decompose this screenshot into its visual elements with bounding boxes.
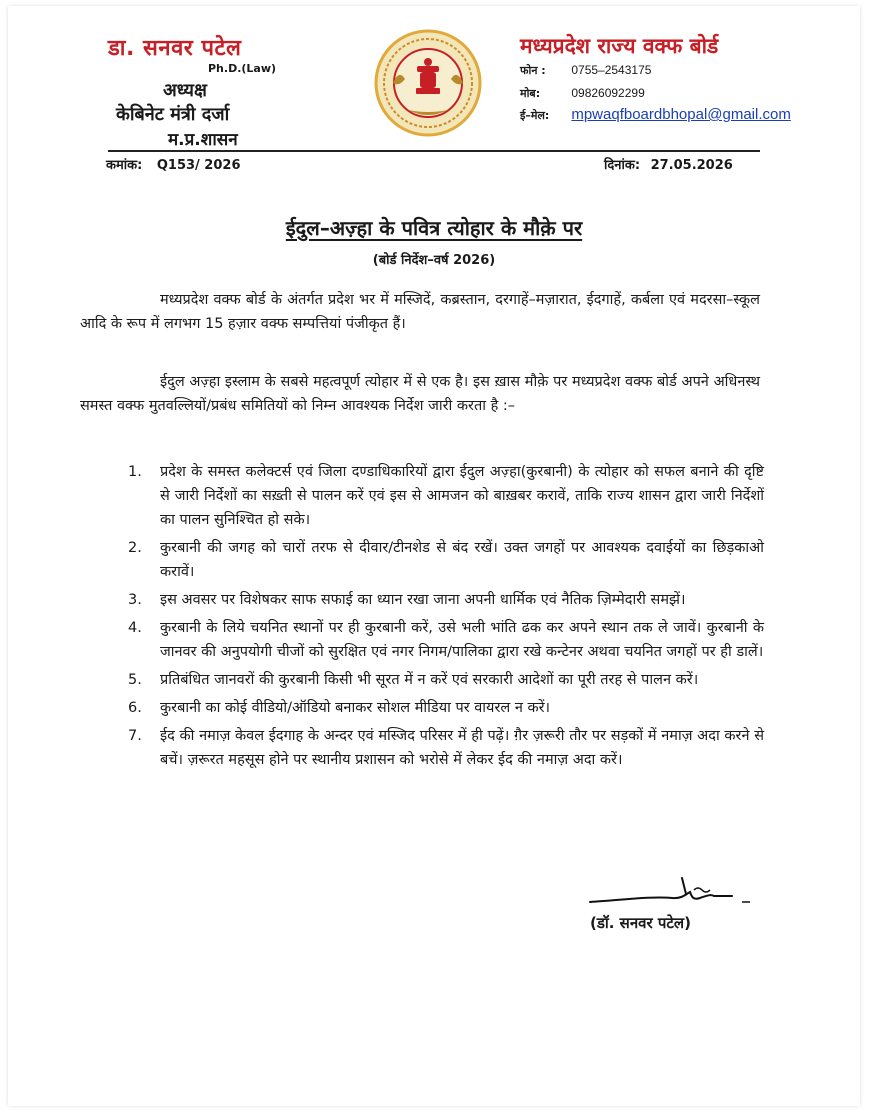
letter-subtitle: (बोर्ड निर्देश–वर्ष 2026) [372, 253, 496, 268]
designation-line-3: म.प्र.शासन [168, 130, 238, 150]
organization-name: मध्यप्रदेश राज्य वक्फ बोर्ड [520, 34, 719, 58]
chairman-name: डा. सनवर पटेल [108, 36, 242, 61]
email-line [520, 106, 791, 123]
reference-value: Q153/ 2026 [156, 158, 241, 173]
waqf-board-seal-icon [373, 28, 483, 138]
reference-label: कमांक: [106, 158, 143, 173]
list-item: 6. कुरबानी का कोई वीडियो/ऑडियो बनाकर सोशल मीडिया पर वायरल न करें। [128, 700, 551, 716]
letter-title: ईदुल–अज़्हा के पवित्र त्योहार के मौक़े पर [285, 216, 583, 240]
list-item: 7. ईद की नमाज़ केवल ईदगाह के अन्दर एवं मस्जिद परिसर में ही पढ़ें। ग़ैर ज़रूरी तौर पर सड़कों में नमाज़ अदा करने से बचें। ज़रूरत महसूस होने पर स्थानीय प्रशासन को भरोसे में लेकर ईद की नमाज़ अदा करें। [128, 728, 764, 768]
date-value: 27.05.2026 [650, 158, 733, 173]
list-item: 1. प्रदेश के समस्त कलेक्टर्स एवं जिला दण्डाधिकारियों द्वारा ईदुल अज़्हा(कुरबानी) के त्योहार को सफल बनाने की दृष्टि से जारी निर्देशों का सख़्ती से पालन करें एवं इस से आमजन को बाख़बर करावें, ताकि राज्य शासन द्वारा जारी निर्देशों का पालन सुनिश्चित हो सके। [128, 464, 764, 528]
directive-intro-paragraph: ईदुल अज़्हा इस्लाम के सबसे महत्वपूर्ण त्योहार में से एक है। इस ख़ास मौक़े पर मध्यप्रदेश वक्फ बोर्ड अपने अधिनस्थ समस्त वक्फ मुतवल्लियों/प्रबंध समितियों को निम्न आवश्यक निर्देश जारी करता है :– [80, 374, 760, 414]
qualification: Ph.D.(Law) [208, 62, 277, 75]
designation-line-1: अध्यक्ष [163, 80, 207, 101]
list-item: 2. कुरबानी की जगह को चारों तरफ से दीवार/टीनशेड से बंद रखें। उक्त जगहों पर आवश्यक दवाईयों का छिड़काओ करावें। [128, 540, 764, 580]
email-label: ई–मेल: [520, 109, 550, 122]
reference-number [106, 155, 241, 173]
phone-number: 0755–2543175 [571, 63, 652, 77]
phone-label: फोन : [520, 64, 546, 77]
handwritten-signature-icon [582, 872, 752, 916]
directives-list [80, 460, 764, 776]
date-label: दिनांक: [604, 158, 641, 173]
list-item: 4. कुरबानी के लिये चयनित स्थानों पर ही कुरबानी करें, उसे भली भांति ढक कर अपने स्थान तक ले जावें। कुरबानी के जानवर की अनुपयोगी चीजों को सुरक्षित एवं नगर निगम/पालिका द्वारा रखे कन्टेनर अथवा चयनित जगहों पर ही डालें। [128, 620, 764, 660]
mobile-line [520, 86, 645, 101]
mobile-label: मोब: [520, 87, 541, 100]
list-item: 3. इस अवसर पर विशेषकर साफ सफाई का ध्यान रखा जाना अपनी धार्मिक एवं नैतिक ज़िम्मेदारी समझें। [128, 592, 686, 608]
mobile-number: 09826092299 [571, 86, 645, 100]
intro-paragraph: मध्यप्रदेश वक्फ बोर्ड के अंतर्गत प्रदेश भर में मस्जिदें, कब्रस्तान, दरगाहें–मज़ारात, ईदगाहें, कर्बला एवं मदरसा–स्कूल आदि के रूप में लगभग 15 हज़ार वक्फ सम्पत्तियां पंजीकृत हैं। [80, 292, 760, 332]
phone-line [520, 63, 651, 78]
designation-line-2: केबिनेट मंत्री दर्जा [116, 104, 230, 125]
list-item: 5. प्रतिबंधित जानवरों की कुरबानी किसी भी सूरत में न करें एवं सरकारी आदेशों का पूरी तरह से पालन करें। [128, 672, 699, 688]
signatory-name: (डॉ. सनवर पटेल) [590, 914, 691, 932]
letter-date [604, 155, 733, 173]
email-link[interactable]: mpwaqfboardbhopal@gmail.com [571, 106, 791, 123]
letter-page [8, 6, 860, 1106]
header-divider [108, 150, 760, 152]
